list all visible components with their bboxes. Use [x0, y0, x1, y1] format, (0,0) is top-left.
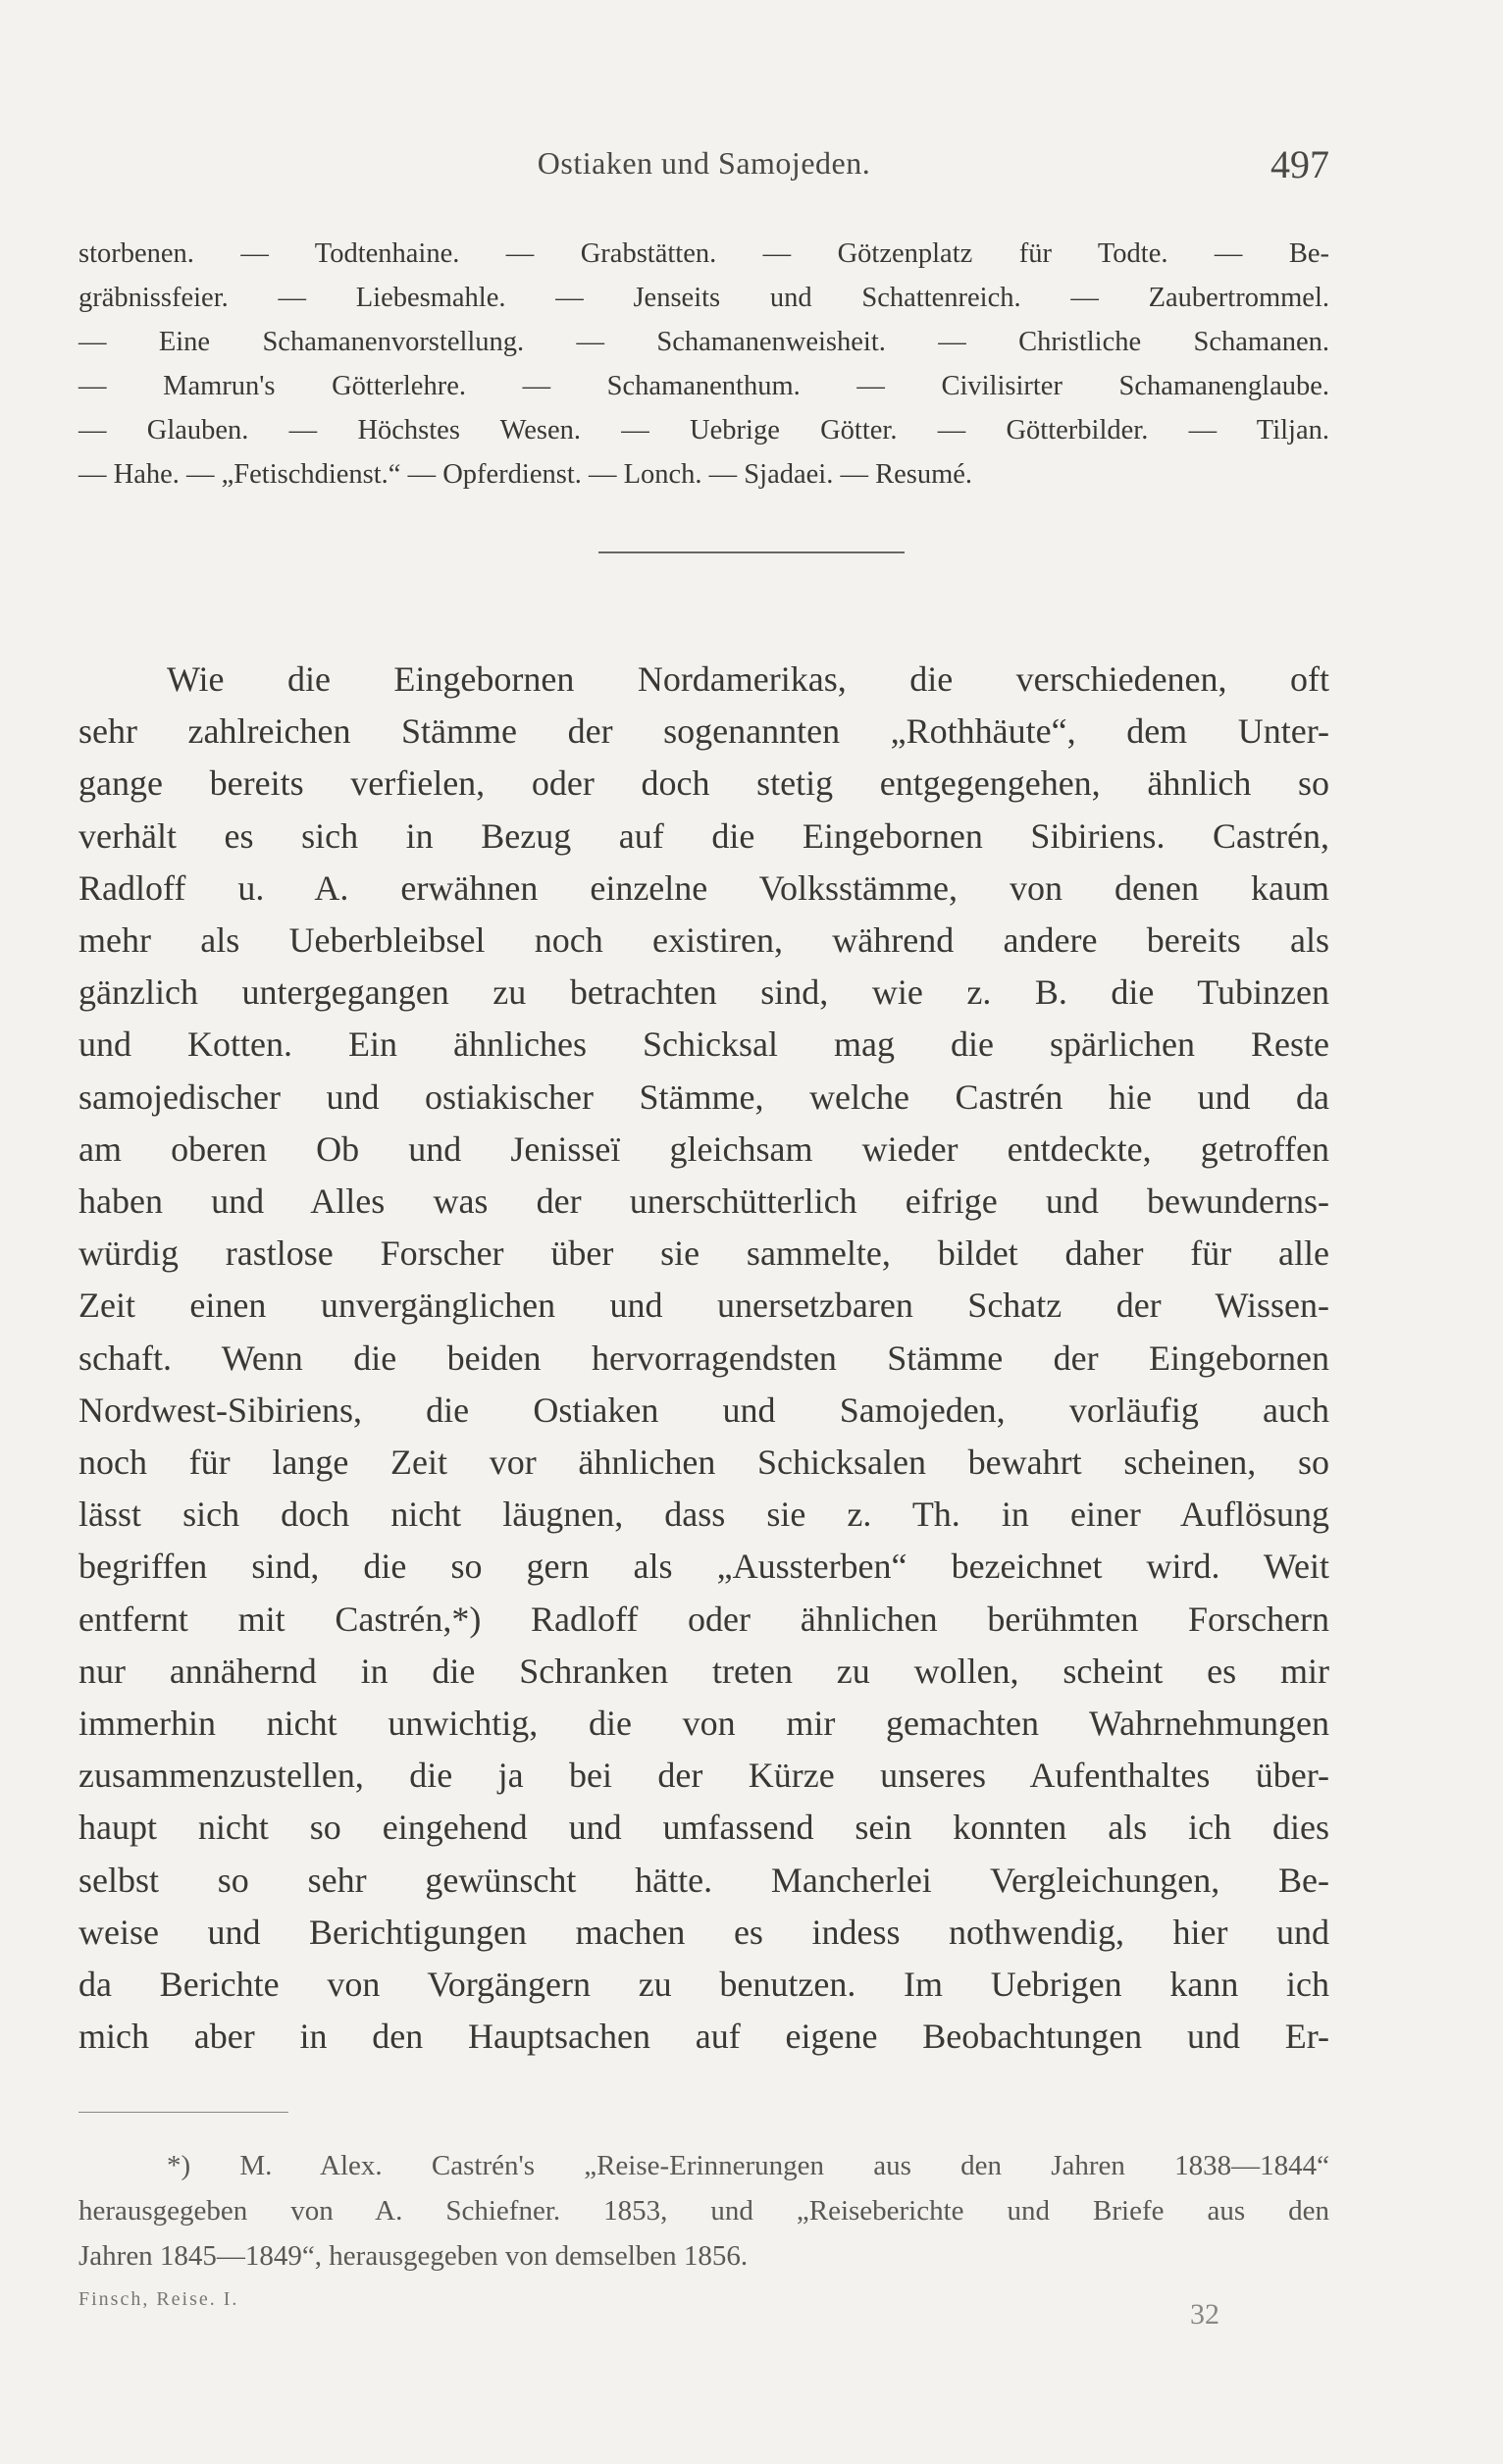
- footnote: [78, 2143, 1329, 2279]
- body-line: immerhin nicht unwichtig, die von mir gemachten Wahrnehmungen: [78, 1704, 1329, 1744]
- body-line: Zeit einen unvergänglichen und unersetzbaren Schatz der Wissen-: [78, 1285, 1329, 1326]
- chapter-summary: [78, 232, 1329, 497]
- summary-line: — Eine Schamanenvorstellung. — Schamanenweisheit. — Christliche Schamanen.: [78, 327, 1329, 357]
- body-line: Wie die Eingebornen Nordamerikas, die verschiedenen, oft: [167, 659, 1329, 699]
- summary-line: — Glauben. — Höchstes Wesen. — Uebrige Götter. — Götterbilder. — Tiljan.: [78, 415, 1329, 446]
- body-line: nur annähernd in die Schranken treten zu wollen, scheint es mir: [78, 1651, 1329, 1691]
- body-line: haupt nicht so eingehend und umfassend sein konnten als ich dies: [78, 1808, 1329, 1848]
- page-number: 497: [1270, 142, 1329, 186]
- body-line: mich aber in den Hauptsachen auf eigene Beobachtungen und Er-: [78, 2017, 1329, 2057]
- body-line: haben und Alles was der unerschütterlich eifrige und bewunderns-: [78, 1181, 1329, 1222]
- body-line: mehr als Ueberbleibsel noch existiren, während andere bereits als: [78, 920, 1329, 961]
- body-line: Nordwest-Sibiriens, die Ostiaken und Samojeden, vorläufig auch: [78, 1389, 1329, 1430]
- footnote-line: *) M. Alex. Castrén's „Reise-Erinnerungen aus den Jahren 1838—1844“: [167, 2150, 1329, 2181]
- body-line: noch für lange Zeit vor ähnlichen Schicksalen bewahrt scheinen, so: [78, 1442, 1329, 1483]
- body-line: gänzlich untergegangen zu betrachten sind, wie z. B. die Tubinzen: [78, 972, 1329, 1013]
- body-line: begriffen sind, die so gern als „Aussterben“ bezeichnet wird. Weit: [78, 1547, 1329, 1587]
- body-line: schaft. Wenn die beiden hervorragendsten Stämme der Eingebornen: [78, 1337, 1329, 1378]
- body-line: würdig rastlose Forscher über sie sammelte, bildet daher für alle: [78, 1233, 1329, 1274]
- body-line: entfernt mit Castrén,*) Radloff oder ähnlichen berühmten Forschern: [78, 1599, 1329, 1639]
- body-line: und Kotten. Ein ähnliches Schicksal mag die spärlichen Reste: [78, 1024, 1329, 1065]
- body-text: [78, 654, 1329, 2063]
- running-title: Ostiaken und Samojeden.: [537, 145, 871, 181]
- body-line: weise und Berichtigungen machen es indess nothwendig, hier und: [78, 1912, 1329, 1952]
- body-line: zusammenzustellen, die ja bei der Kürze unseres Aufenthaltes über-: [78, 1756, 1329, 1796]
- body-line: verhält es sich in Bezug auf die Eingebornen Sibiriens. Castrén,: [78, 815, 1329, 856]
- summary-line: — Hahe. — „Fetischdienst.“ — Opferdienst. — Lonch. — Sjadaei. — Resumé.: [78, 459, 973, 490]
- summary-line: gräbnissfeier. — Liebesmahle. — Jenseits und Schattenreich. — Zaubertrommel.: [78, 283, 1329, 313]
- section-divider: [598, 551, 905, 553]
- body-line: sehr zahlreichen Stämme der sogenannten „Rothhäute“, dem Unter-: [78, 711, 1329, 752]
- body-line: lässt sich doch nicht läugnen, dass sie z. Th. in einer Auflösung: [78, 1494, 1329, 1535]
- body-line: selbst so sehr gewünscht hätte. Mancherlei Vergleichungen, Be-: [78, 1860, 1329, 1900]
- sheet-number: 32: [1190, 2298, 1219, 2331]
- body-line: Radloff u. A. erwähnen einzelne Volksstämme, von denen kaum: [78, 867, 1329, 908]
- body-line: gange bereits verfielen, oder doch stetig entgegengehen, ähnlich so: [78, 763, 1329, 804]
- signature-row: [78, 2288, 1329, 2331]
- footnote-rule: [78, 2112, 288, 2113]
- body-line: da Berichte von Vorgängern zu benutzen. Im Uebrigen kann ich: [78, 1965, 1329, 2005]
- body-line: am oberen Ob und Jenisseï gleichsam wieder entdeckte, getroffen: [78, 1128, 1329, 1169]
- footnote-line: Jahren 1845—1849“, herausgegeben von demselben 1856.: [78, 2240, 749, 2272]
- summary-line: — Mamrun's Götterlehre. — Schamanenthum. — Civilisirter Schamanenglaube.: [78, 371, 1329, 401]
- printer-signature: Finsch, Reise. I.: [78, 2288, 239, 2310]
- running-head: [78, 142, 1329, 200]
- body-line: samojedischer und ostiakischer Stämme, welche Castrén hie und da: [78, 1076, 1329, 1117]
- summary-line: storbenen. — Todtenhaine. — Grabstätten. — Götzenplatz für Todte. — Be-: [78, 238, 1329, 269]
- footnote-line: herausgegeben von A. Schiefner. 1853, und „Reiseberichte und Briefe aus den: [78, 2195, 1329, 2227]
